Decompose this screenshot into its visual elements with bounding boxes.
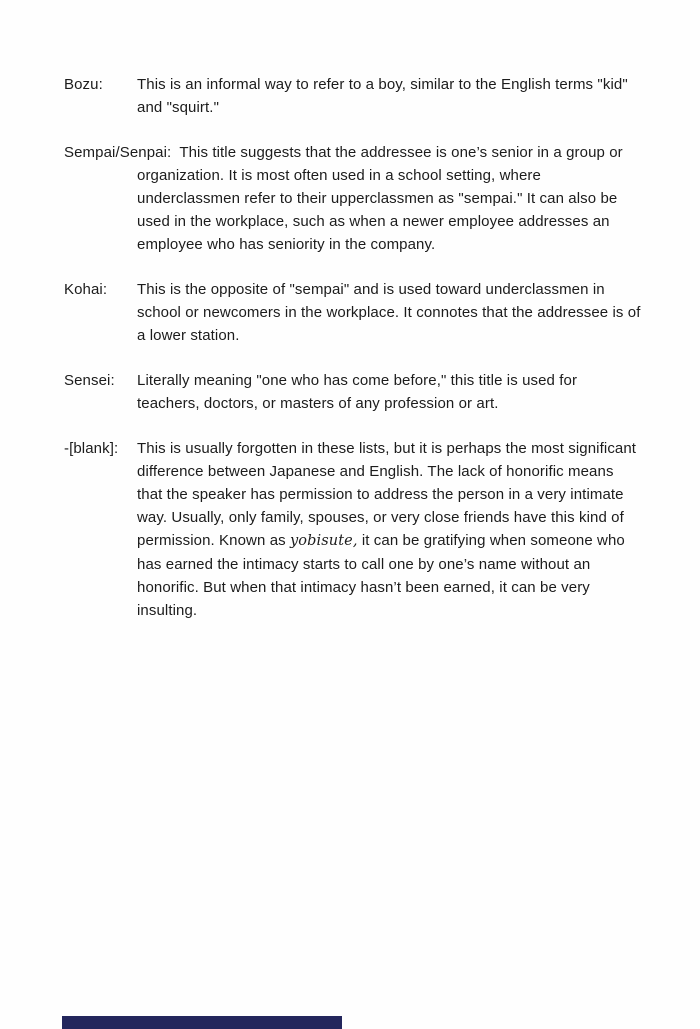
definition-sensei: Literally meaning "one who has come before," this title is used for teachers, doctors, or masters of any profession or art. — [137, 372, 578, 412]
entry-bozu — [64, 73, 642, 119]
definition-bozu: This is an informal way to refer to a boy, similar to the English terms "kid" and "squirt." — [137, 76, 628, 116]
definition-blank-before: This is usually forgotten in these lists, but it is perhaps the most significant difference between Japanese and English. The lack of honorific means that the speaker has permission to address the person in a very intimate way. Usually, only family, spouses, or very close friends have this kind of permission. Known as — [137, 440, 637, 549]
definition-blank-after: it can be gratifying when someone who has earned the intimacy starts to call one by one’s name without an honorific. But when that intimacy hasn’t been earned, it can be very insulting. — [137, 532, 625, 619]
term-blank-honorific: -[blank]: — [64, 440, 119, 457]
entry-blank-honorific — [64, 437, 642, 622]
entry-kohai — [64, 278, 642, 347]
term-kohai: Kohai: — [64, 281, 108, 298]
entry-sempai-senpai — [64, 141, 642, 256]
yobisute-italic-word: yobisute, — [290, 533, 358, 549]
honorifics-definition-list — [64, 73, 642, 644]
definition-kohai: This is the opposite of "sempai" and is used toward underclassmen in school or newcomers in the workplace. It connotes that the addressee is of a lower station. — [137, 281, 641, 344]
term-sensei: Sensei: — [64, 372, 115, 389]
bottom-partial-bar — [62, 1016, 342, 1029]
term-bozu: Bozu: — [64, 76, 103, 93]
definition-sempai-senpai: This title suggests that the addressee is one’s senior in a group or organization. It is most often used in a school setting, where underclassmen refer to their upperclassmen as "sempai." It can also be used in the workplace, such as when a newer employee addresses an employee who has seniority in the company. — [137, 144, 623, 253]
entry-sensei — [64, 369, 642, 415]
term-sempai-senpai: Sempai/Senpai: — [64, 144, 172, 161]
